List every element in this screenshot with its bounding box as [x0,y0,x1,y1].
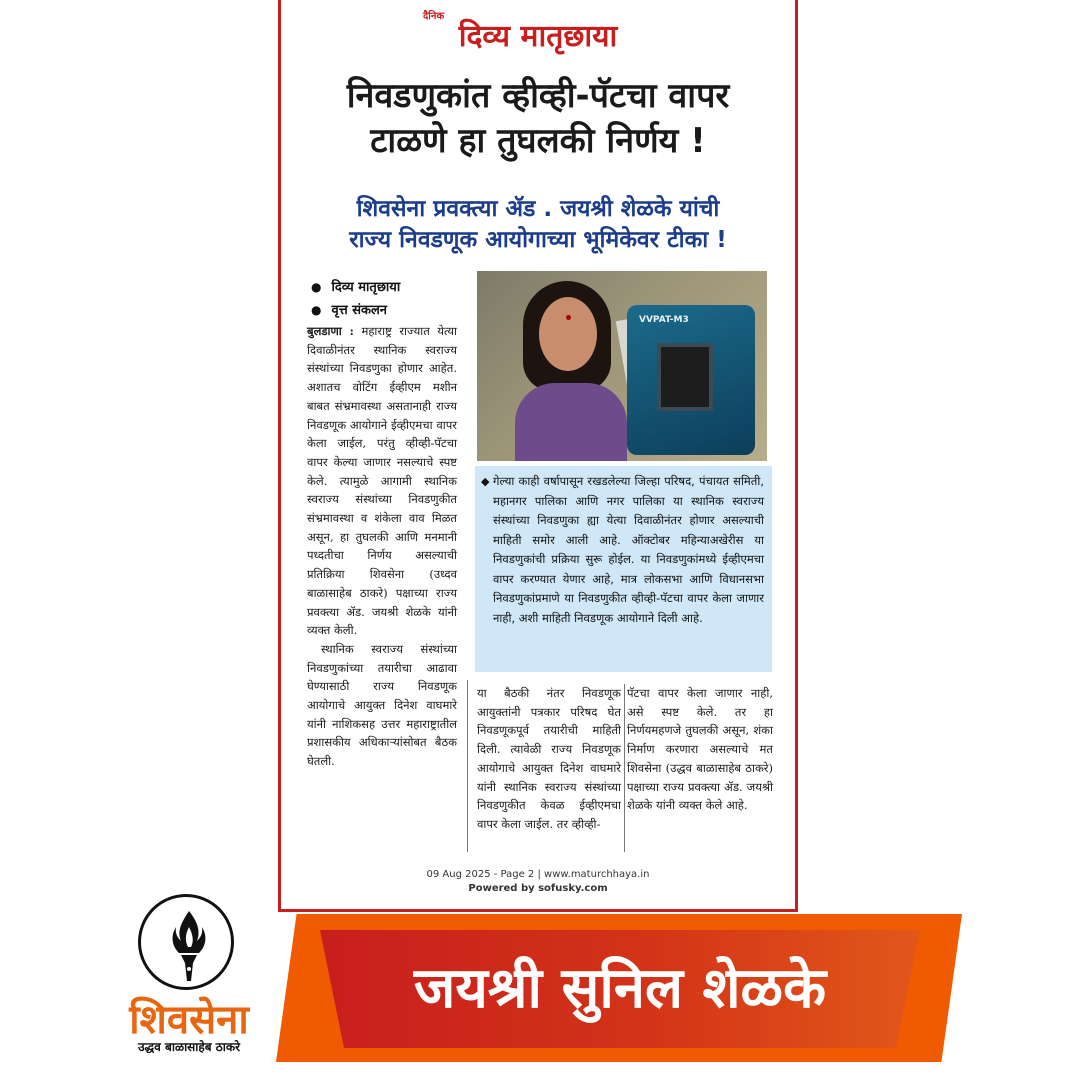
newspaper-clipping [278,0,798,912]
highlight-text: गेल्या काही वर्षापासून रखडलेल्या जिल्हा परिषद, पंचायत समिती, महानगर पालिका आणि नगर पालिका या स्थानिक स्वराज्य संस्थांच्या निवडणुका ह्या येत्या दिवाळीनंतर होणार असल्याची माहिती समोर आली आहे. ऑक्टोबर महिन्याअखेरीस या निवडणुकांची प्रक्रिया सुरू होईल. या निवडणुकांमध्ये ईव्हीएमचा वापर करण्यात येणार आहे, मात्र लोकसभा आणि विधानसभा निवडणुकांप्रमाणे या निवडणुकीत व्हीव्ही-पॅटचा वापर केला जाणार नाही, अशी माहिती निवडणूक आयोगाने दिली आहे. [493,474,764,625]
footer-date-page: 09 Aug 2025 - Page 2 | www.maturchhaya.in [426,869,650,880]
flaming-torch-icon [141,897,237,993]
column-divider [467,680,468,852]
party-name: शिवसेना [129,997,249,1043]
masthead-title: दिव्य मातृछाया [458,19,618,54]
torch-emblem [138,894,234,990]
headline-line-1: निवडणुकांत व्हीव्ही-पॅटचा वापर [346,76,730,116]
name-banner-text: जयश्री सुनिल शेळके [413,956,827,1021]
headline [281,74,795,164]
byline [311,276,400,322]
subheadline [281,194,795,256]
vvpat-label: VVPAT-M3 [639,315,689,325]
clipping-footer [281,868,795,896]
headline-line-2: टाळणे हा तुघलकी निर्णय ! [370,120,706,161]
masthead [281,6,795,55]
news-photo [477,271,767,461]
party-subtitle: उद्धव बाळासाहेब ठाकरे [137,1040,241,1054]
vvpat-window [657,343,713,411]
article-paragraph-2: स्थानिक स्वराज्य संस्थांच्या निवडणुकांच्या तयारीचा आढावा घेण्यासाठी राज्य निवडणूक आयोगाचे आयुक्त दिनेश वाघमारे यांनी नाशिकसह उत्तर महाराष्ट्रातील प्रशासकीय अधिकाऱ्यांसोबत बैठक घेतली. [307,641,457,769]
subheadline-line-2: राज्य निवडणूक आयोगाच्या भूमिकेवर टीका ! [349,226,727,253]
article-column-1 [307,322,457,771]
vvpat-machine [627,305,755,455]
subheadline-line-1: शिवसेना प्रवक्त्या ॲड . जयश्री शेळके यांची [356,196,720,222]
diamond-bullet-icon: ◆ [481,475,490,488]
portrait-figure [515,275,627,461]
byline-source: ● दिव्य मातृछाया [311,276,400,299]
dateline: बुलडाणा : [307,324,354,338]
article-paragraph-1: महाराष्ट्र राज्यात येत्या दिवाळीनंतर स्थानिक स्वराज्य संस्थांच्या निवडणुका होणार आहेत. अशातच वोटिंग ईव्हीएम मशीन बाबत संभ्रमावस्था असतानाही राज्य निवडणूक आयोगाने ईव्हीएमचा वापर केला जाईल, परंतु व्हीव्ही-पॅटचा वापर केल्या जाणार नसल्याचे स्पष्ट केले. त्यामुळे आगामी स्थानिक स्वराज्य संस्थांच्या निवडणुकीत संभ्रमावस्था व शंकेला वाव मिळत असून, हा तुघलकी आणि मनमानी पध्दतीचा निर्णय असल्याची प्रतिक्रिया शिवसेना (उध्दव बाळासाहेब ठाकरे) पक्षाच्या राज्य प्रवक्त्या ॲड. जयश्री शेळके यांनी व्यक्त केली. [307,324,457,638]
highlight-box [475,466,772,672]
footer-powered-by: Powered by sofusky.com [468,883,608,894]
byline-desk: ● वृत्त संकलन [311,299,400,322]
article-column-3: पॅटचा वापर केला जाणार नाही, असे स्पष्ट केले. तर हा निर्णयमहणजे तुघलकी असून, शंका निर्माण करणारा असल्याचे मत शिवसेना (उद्धव बाळासाहेब ठाकरे) पक्षाच्या राज्य प्रवक्त्या ॲड. जयश्री शेळके यांनी व्यक्त केले आहे. [627,686,773,813]
column-divider [624,684,625,852]
party-logo [130,890,260,1070]
article-column-2: या बैठकी नंतर निवडणूक आयुक्तांनी पत्रकार परिषद घेत निवडणूकपूर्व तयारीची माहिती दिली. त्यावेळी राज्य निवडणूक आयोगाचे आयुक्त दिनेश वाघमारे यांनी स्थानिक स्वराज्य संस्थांच्या निवडणुकीत केवळ ईव्हीएमचा वापर केला जाईल. तर व्हीव्ही- [477,686,621,831]
masthead-daily-label: दैनिक [423,11,445,22]
